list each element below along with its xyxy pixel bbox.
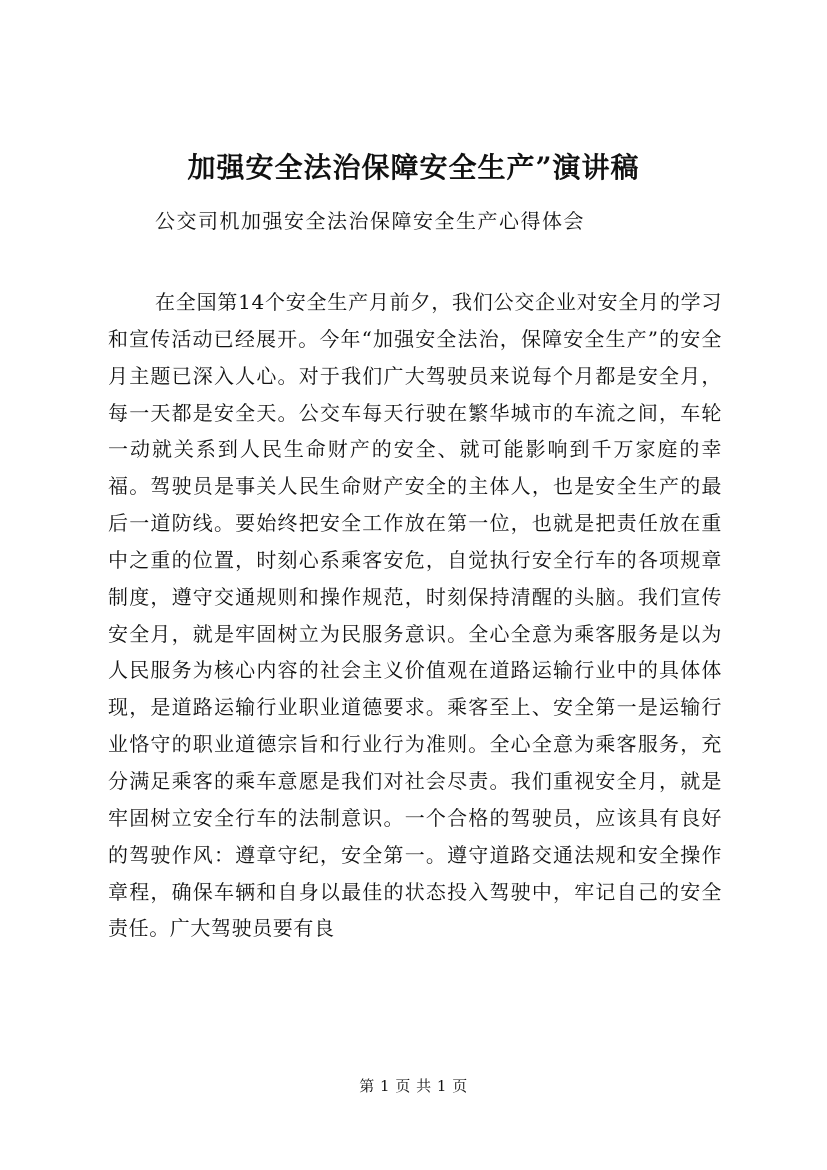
page-footer: 第 1 页 共 1 页 [359, 1077, 468, 1095]
document-subtitle: 公交司机加强安全法治保障安全生产心得体会 [155, 209, 585, 233]
body-paragraph: 在全国第14个安全生产月前夕，我们公交企业对安全月的学习和宣传活动已经展开。今年“加强安全法治，保障安全生产”的安全月主题已深入人心。对于我们广大驾驶员来说每个月都是安全月，每一天都是安全天。公交车每天行驶在繁华城市的车流之间，车轮一动就关系到人民生命财产的安全、就可能影响到千万家庭的幸福。驾驶员是事关人民生命财产安全的主体人，也是安全生产的最后一道防线。要始终把安全工作放在第一位，也就是把责任放在重中之重的位置，时刻心系乘客安危，自觉执行安全行车的各项规章制度，遵守交通规则和操作规范，时刻保持清醒的头脑。我们宣传安全月，就是牢固树立为民服务意识。全心全意为乘客服务是以为人民服务为核心内容的社会主义价值观在道路运输行业中的具体体现，是道路运输行业职业道德要求。乘客至上、安全第一是运输行业恪守的职业道德宗旨和行业行为准则。全心全意为乘客服务，充分满足乘客的乘车意愿是我们对社会尽责。我们重视安全月，就是牢固树立安全行车的法制意识。一个合格的驾驶员，应该具有良好的驾驶作风：遵章守纪，安全第一。遵守道路交通法规和安全操作章程，确保车辆和自身以最佳的状态投入驾驶中，牢记自己的安全责任。广大驾驶员要有良 [108, 290, 722, 941]
document-title: 加强安全法治保障安全生产”演讲稿 [187, 151, 640, 184]
